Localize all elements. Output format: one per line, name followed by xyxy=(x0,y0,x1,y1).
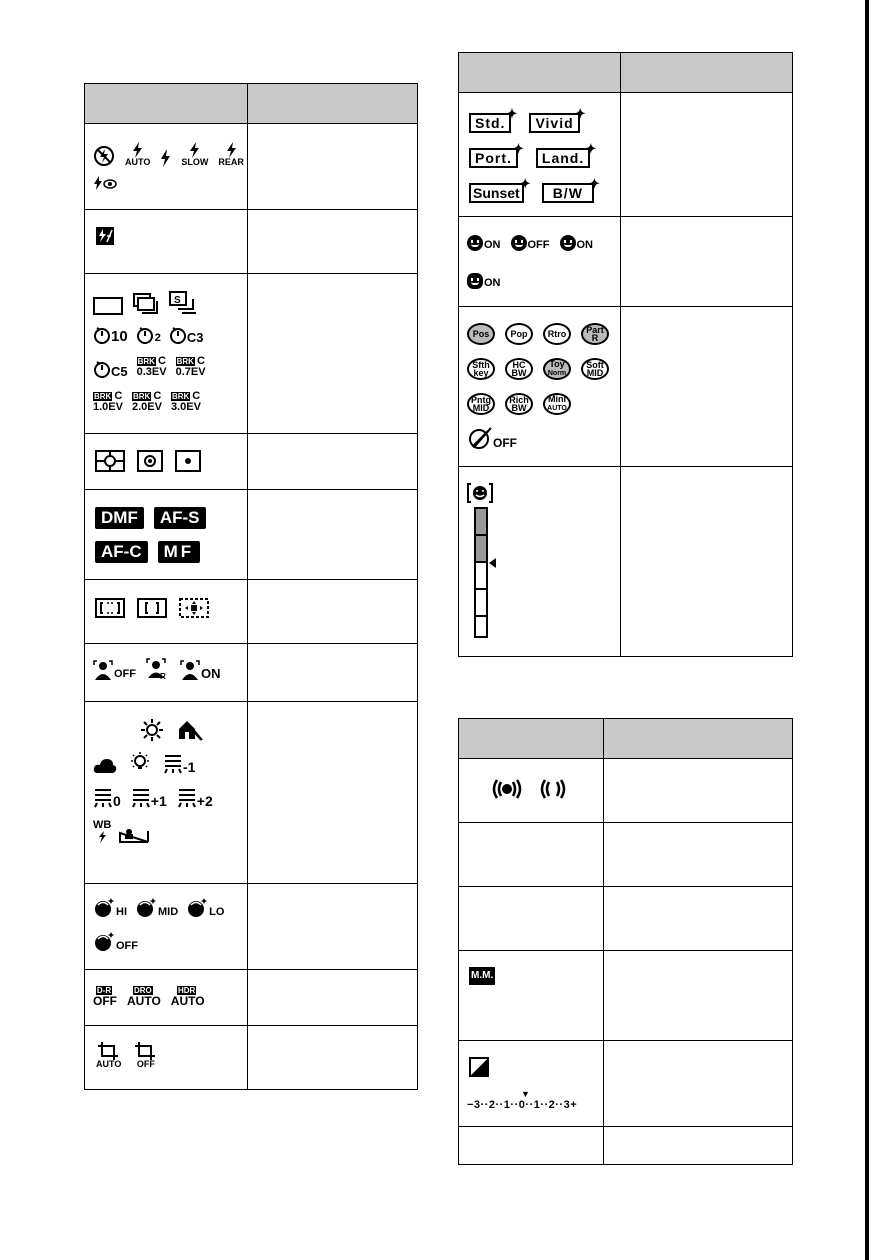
center-area-icon xyxy=(137,598,167,618)
smile-off-icon: OFF xyxy=(511,235,550,251)
cloudy-icon xyxy=(93,756,117,774)
metered-manual-icons xyxy=(459,951,604,1041)
smile-on-detect-icon: ON xyxy=(467,273,501,289)
fluorescent-m1-icon: -1 xyxy=(163,754,195,774)
fluorescent-p1-icon: +1 xyxy=(131,788,167,808)
smile-detection-icon xyxy=(467,483,493,503)
smile-on-alt-icon: ON xyxy=(560,235,594,251)
face-detect-off-icon: OFF xyxy=(93,660,136,680)
flash-on-icon xyxy=(159,149,171,167)
style-portrait-icon: Port. ✦ xyxy=(469,148,518,168)
effect-miniature-icon: Mini AUTO xyxy=(543,393,571,415)
dro-hdr-icons xyxy=(85,970,248,1026)
bracket-07-icon: BRK C 0.7EV xyxy=(175,355,206,378)
focus-area-icons xyxy=(85,580,248,644)
empty-cell xyxy=(459,823,604,887)
right-icon-table-top xyxy=(458,52,793,657)
wide-area-icon xyxy=(95,598,125,618)
smile-on-icon: ON xyxy=(467,235,501,251)
style-bw-icon: B/W ✦ xyxy=(542,183,594,203)
speed-priority-icon xyxy=(169,291,197,315)
header-cell xyxy=(604,719,793,759)
meter-segment xyxy=(476,617,486,642)
steadyshot-off-icon xyxy=(539,777,567,801)
bracket-10-icon: BRK C 1.0EV xyxy=(93,390,123,413)
afc-label: AF-C xyxy=(95,541,148,563)
daylight-icon xyxy=(141,719,163,741)
svg-text:S: S xyxy=(174,295,181,306)
mf-label: MF xyxy=(158,541,201,563)
smile-shutter-icons xyxy=(459,217,621,307)
header-cell xyxy=(459,53,621,93)
metering-mode-icons xyxy=(85,434,248,490)
left-icon-table xyxy=(84,83,418,1090)
shade-icon xyxy=(177,719,203,741)
scale-pointer-icon: ▼ xyxy=(521,1089,530,1099)
steadyshot-icons xyxy=(459,759,604,823)
single-shot-icon xyxy=(93,297,123,315)
header-cell xyxy=(85,84,248,124)
effect-hdr-painting-icon: Pntg MID xyxy=(467,393,495,415)
flash-slow-icon: SLOW xyxy=(180,142,208,167)
effect-off-icon: OFF xyxy=(467,427,517,449)
effect-pop-icon: Pop xyxy=(505,323,533,345)
white-balance-icons xyxy=(85,702,248,884)
empty-cell xyxy=(459,1127,604,1165)
sensitivity-pointer-icon xyxy=(489,558,496,568)
auto-framing-off-icon: OFF xyxy=(135,1042,155,1069)
flash-compensation-icon xyxy=(95,226,115,246)
flash-compensation-icons xyxy=(85,210,248,274)
fluorescent-p2-icon: +2 xyxy=(177,788,213,808)
flash-rear-icon: REAR xyxy=(217,142,244,167)
header-cell xyxy=(621,53,793,93)
continuous-icon xyxy=(133,293,159,315)
svg-text:R: R xyxy=(160,672,166,680)
soft-skin-icons xyxy=(85,884,248,970)
hdr-auto-icon: HDR AUTO xyxy=(170,986,205,1008)
dmf-label: DMF xyxy=(95,507,144,529)
dro-auto-icon: DRO AUTO xyxy=(127,986,161,1008)
flash-wb-icon: WB xyxy=(93,820,111,843)
effect-toy-camera-icon: Toy Norm xyxy=(543,358,571,380)
meter-segment xyxy=(476,563,486,590)
meter-segment xyxy=(476,536,486,563)
bracket-20-icon: BRK C 2.0EV xyxy=(131,390,162,413)
empty-cell xyxy=(459,887,604,951)
soft-skin-hi-icon: HI xyxy=(93,898,127,918)
auto-framing-icons xyxy=(85,1026,248,1090)
multi-metering-icon xyxy=(95,450,125,472)
self-timer-c5-icon: C5 xyxy=(93,360,128,378)
auto-framing-auto-icon: AUTO xyxy=(95,1042,121,1069)
metered-manual-icon: M.M. xyxy=(469,967,495,985)
afs-label: AF-S xyxy=(154,507,206,529)
effect-hc-bw-icon: HC BW xyxy=(505,358,533,380)
effect-posterization-icon: Pos xyxy=(467,323,495,345)
effect-rich-bw-icon: Rich BW xyxy=(505,393,533,415)
incandescent-icon xyxy=(129,752,151,774)
face-detection-icons xyxy=(85,644,248,702)
exposure-compensation-icon xyxy=(469,1057,489,1077)
header-cell xyxy=(459,719,604,759)
exposure-compensation-icons xyxy=(459,1041,604,1127)
self-timer-icon: 10 xyxy=(93,326,128,344)
self-timer-c3-icon: C3 xyxy=(169,326,204,344)
custom-wb-icon xyxy=(119,825,149,843)
effect-retro-icon: Rtro xyxy=(543,323,571,345)
flash-off-icon xyxy=(93,145,115,167)
flash-redeye-icon xyxy=(93,176,117,190)
center-metering-icon xyxy=(137,450,163,472)
bracket-03-icon: BRK C 0.3EV xyxy=(136,355,167,378)
picture-effect-icons xyxy=(459,307,621,467)
right-icon-table-bottom xyxy=(458,718,793,1165)
focus-mode-icons xyxy=(85,490,248,580)
flash-mode-icons xyxy=(85,124,248,210)
flash-auto-icon: AUTO xyxy=(124,142,150,167)
creative-style-icons xyxy=(459,93,621,217)
meter-segment xyxy=(476,509,486,536)
style-sunset-icon: Sunset ✦ xyxy=(469,183,524,203)
effect-partial-color-icon: Part R xyxy=(581,323,609,345)
dro-off-icon: D-R OFF xyxy=(93,986,117,1008)
smile-sensitivity-indicator xyxy=(459,467,621,657)
sensitivity-meter xyxy=(474,507,488,638)
steadyshot-on-icon xyxy=(491,777,523,801)
bracket-30-icon: BRK C 3.0EV xyxy=(170,390,201,413)
fluorescent-0-icon: 0 xyxy=(93,788,121,808)
soft-skin-lo-icon: LO xyxy=(186,898,224,918)
flexible-spot-icon xyxy=(179,598,209,618)
spot-metering-icon xyxy=(175,450,201,472)
soft-skin-off-icon: OFF xyxy=(93,932,138,952)
face-detect-on-icon: ON xyxy=(180,660,221,680)
effect-soft-focus-icon: Soft MID xyxy=(581,358,609,380)
drive-mode-icons xyxy=(85,274,248,434)
header-cell xyxy=(248,84,418,124)
style-standard-icon: Std. ✦ xyxy=(469,113,511,133)
soft-skin-mid-icon: MID xyxy=(135,898,178,918)
style-vivid-icon: Vivid ✦ xyxy=(529,113,579,133)
self-timer-2-icon: 2 xyxy=(136,326,161,344)
page-edge-rule xyxy=(865,0,869,1260)
exposure-scale: −3··2··1··0··1··2··3+ xyxy=(467,1099,578,1111)
face-detect-register-icon xyxy=(146,658,170,680)
effect-soft-high-key-icon: Sfth key xyxy=(467,358,495,380)
style-landscape-icon: Land. ✦ xyxy=(536,148,590,168)
meter-segment xyxy=(476,590,486,617)
